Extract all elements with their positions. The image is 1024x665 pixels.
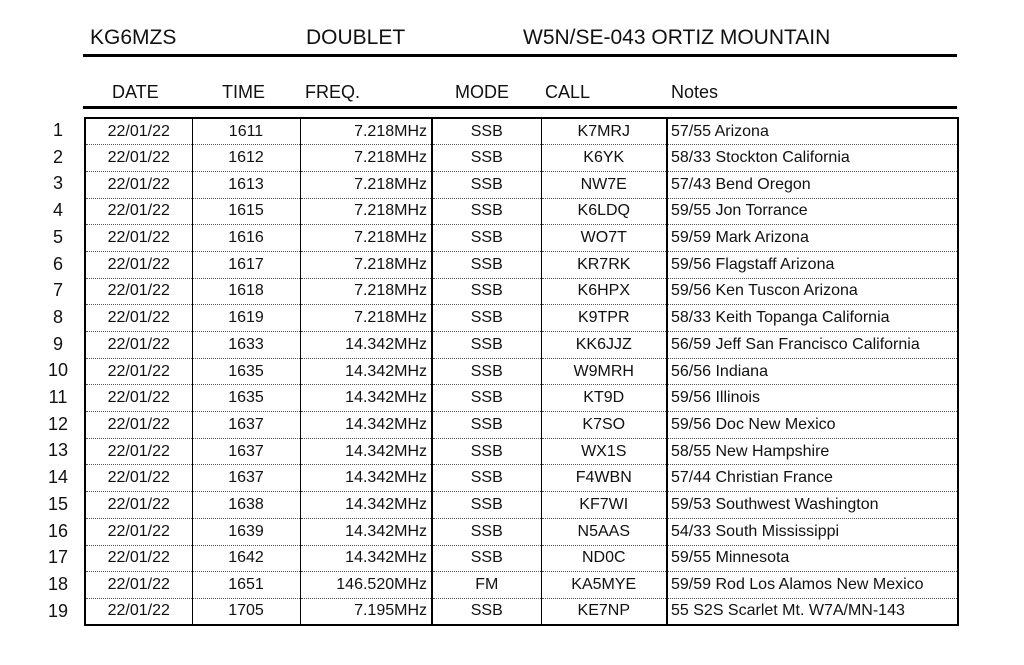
table-row (85, 412, 958, 439)
row-number: 7 (52, 280, 63, 301)
cell-date: 22/01/22 (85, 572, 192, 599)
row-number: 19 (47, 600, 69, 621)
table-row (85, 145, 958, 172)
row-number: 13 (47, 440, 69, 461)
column-header-freq: FREQ. (305, 82, 361, 102)
cell-time: 1635 (192, 358, 300, 385)
cell-notes: 56/56 Indiana (667, 358, 958, 385)
cell-mode: SSB (432, 145, 541, 172)
cell-call: F4WBN (541, 465, 667, 492)
cell-frequency: 7.218MHz (300, 171, 432, 198)
summit-reference: W5N/SE-043 ORTIZ MOUNTAIN (523, 26, 831, 49)
cell-date: 22/01/22 (85, 598, 192, 625)
cell-time: 1611 (192, 118, 300, 145)
column-header-notes: Notes (671, 82, 719, 102)
cell-frequency: 14.342MHz (300, 358, 432, 385)
cell-date: 22/01/22 (85, 251, 192, 278)
cell-time: 1617 (192, 251, 300, 278)
cell-date: 22/01/22 (85, 545, 192, 572)
table-row (85, 385, 958, 412)
cell-call: NW7E (541, 171, 667, 198)
cell-notes: 54/33 South Mississippi (667, 518, 958, 545)
row-number: 6 (52, 253, 63, 274)
cell-notes: 59/56 Illinois (667, 385, 958, 412)
cell-call: K7SO (541, 412, 667, 439)
cell-frequency: 7.218MHz (300, 225, 432, 252)
cell-frequency: 14.342MHz (300, 492, 432, 519)
cell-date: 22/01/22 (85, 492, 192, 519)
cell-notes: 57/55 Arizona (667, 118, 958, 145)
row-number: 9 (52, 333, 63, 354)
cell-call: K6HPX (541, 278, 667, 305)
row-number: 3 (52, 173, 63, 194)
cell-frequency: 14.342MHz (300, 412, 432, 439)
table-row (85, 251, 958, 278)
column-header-mode: MODE (455, 82, 509, 102)
table-row (85, 572, 958, 599)
cell-mode: SSB (432, 385, 541, 412)
cell-frequency: 14.342MHz (300, 438, 432, 465)
cell-mode: SSB (432, 332, 541, 359)
cell-frequency: 7.218MHz (300, 118, 432, 145)
cell-call: K7MRJ (541, 118, 667, 145)
cell-date: 22/01/22 (85, 278, 192, 305)
cell-mode: SSB (432, 358, 541, 385)
cell-call: KA5MYE (541, 572, 667, 599)
cell-notes: 59/53 Southwest Washington (667, 492, 958, 519)
cell-call: KT9D (541, 385, 667, 412)
cell-notes: 58/33 Stockton California (667, 145, 958, 172)
cell-date: 22/01/22 (85, 171, 192, 198)
cell-time: 1637 (192, 465, 300, 492)
cell-mode: SSB (432, 545, 541, 572)
cell-time: 1613 (192, 171, 300, 198)
header-divider (83, 54, 957, 57)
antenna-type: DOUBLET (306, 26, 406, 49)
cell-notes: 55 S2S Scarlet Mt. W7A/MN-143 (667, 598, 958, 625)
cell-frequency: 7.218MHz (300, 251, 432, 278)
cell-date: 22/01/22 (85, 412, 192, 439)
cell-mode: SSB (432, 598, 541, 625)
cell-notes: 56/59 Jeff San Francisco California (667, 332, 958, 359)
cell-notes: 59/56 Ken Tuscon Arizona (667, 278, 958, 305)
row-number: 14 (47, 467, 69, 488)
cell-frequency: 7.218MHz (300, 145, 432, 172)
cell-notes: 58/33 Keith Topanga California (667, 305, 958, 332)
table-row (85, 492, 958, 519)
cell-time: 1633 (192, 332, 300, 359)
cell-time: 1618 (192, 278, 300, 305)
cell-call: KF7WI (541, 492, 667, 519)
cell-mode: SSB (432, 118, 541, 145)
row-number: 18 (47, 573, 69, 594)
cell-notes: 58/55 New Hampshire (667, 438, 958, 465)
cell-call: WO7T (541, 225, 667, 252)
row-number: 8 (52, 306, 63, 327)
cell-frequency: 14.342MHz (300, 465, 432, 492)
cell-mode: SSB (432, 171, 541, 198)
cell-frequency: 14.342MHz (300, 545, 432, 572)
cell-time: 1637 (192, 438, 300, 465)
cell-notes: 57/44 Christian France (667, 465, 958, 492)
cell-mode: SSB (432, 225, 541, 252)
row-number: 16 (47, 520, 69, 541)
cell-date: 22/01/22 (85, 145, 192, 172)
row-number: 5 (52, 226, 63, 247)
row-number: 11 (48, 387, 68, 407)
cell-call: KK6JJZ (541, 332, 667, 359)
cell-mode: SSB (432, 492, 541, 519)
cell-date: 22/01/22 (85, 465, 192, 492)
cell-mode: SSB (432, 438, 541, 465)
table-row (85, 358, 958, 385)
cell-time: 1705 (192, 598, 300, 625)
column-header-time: TIME (222, 82, 265, 102)
cell-time: 1637 (192, 412, 300, 439)
cell-frequency: 14.342MHz (300, 385, 432, 412)
cell-call: K6YK (541, 145, 667, 172)
row-number: 1 (52, 120, 63, 140)
table-row (85, 278, 958, 305)
cell-frequency: 7.218MHz (300, 198, 432, 225)
cell-call: K6LDQ (541, 198, 667, 225)
cell-mode: FM (432, 572, 541, 599)
cell-time: 1638 (192, 492, 300, 519)
cell-time: 1642 (192, 545, 300, 572)
table-row (85, 545, 958, 572)
cell-call: N5AAS (541, 518, 667, 545)
table-row (85, 332, 958, 359)
table-row (85, 198, 958, 225)
cell-call: ND0C (541, 545, 667, 572)
cell-mode: SSB (432, 518, 541, 545)
table-row (85, 518, 958, 545)
qso-log-body (85, 118, 958, 625)
row-number: 17 (47, 547, 69, 568)
column-header-call: CALL (545, 82, 591, 102)
row-number: 15 (47, 493, 69, 514)
column-header-divider (83, 106, 957, 109)
cell-notes: 59/59 Rod Los Alamos New Mexico (667, 572, 958, 599)
cell-date: 22/01/22 (85, 198, 192, 225)
operator-callsign: KG6MZS (90, 26, 177, 49)
cell-mode: SSB (432, 198, 541, 225)
cell-date: 22/01/22 (85, 385, 192, 412)
cell-frequency: 7.218MHz (300, 278, 432, 305)
table-row (85, 465, 958, 492)
cell-call: W9MRH (541, 358, 667, 385)
cell-date: 22/01/22 (85, 438, 192, 465)
cell-date: 22/01/22 (85, 518, 192, 545)
row-number: 12 (47, 413, 69, 434)
cell-time: 1639 (192, 518, 300, 545)
cell-date: 22/01/22 (85, 358, 192, 385)
table-row (85, 225, 958, 252)
cell-notes: 59/55 Jon Torrance (667, 198, 958, 225)
qso-log-table (84, 117, 959, 626)
cell-frequency: 7.195MHz (300, 598, 432, 625)
cell-notes: 59/56 Doc New Mexico (667, 412, 958, 439)
row-number: 2 (52, 146, 63, 167)
cell-mode: SSB (432, 305, 541, 332)
row-number: 10 (47, 360, 69, 381)
cell-date: 22/01/22 (85, 225, 192, 252)
cell-frequency: 146.520MHz (300, 572, 432, 599)
cell-frequency: 7.218MHz (300, 305, 432, 332)
cell-call: KR7RK (541, 251, 667, 278)
table-row (85, 438, 958, 465)
table-row (85, 171, 958, 198)
cell-call: KE7NP (541, 598, 667, 625)
cell-notes: 57/43 Bend Oregon (667, 171, 958, 198)
cell-date: 22/01/22 (85, 305, 192, 332)
cell-time: 1612 (192, 145, 300, 172)
row-number: 4 (52, 200, 63, 221)
cell-time: 1619 (192, 305, 300, 332)
column-header-date: DATE (112, 82, 159, 102)
table-row (85, 305, 958, 332)
cell-notes: 59/59 Mark Arizona (667, 225, 958, 252)
cell-notes: 59/56 Flagstaff Arizona (667, 251, 958, 278)
cell-mode: SSB (432, 412, 541, 439)
cell-frequency: 14.342MHz (300, 332, 432, 359)
cell-time: 1615 (192, 198, 300, 225)
cell-time: 1635 (192, 385, 300, 412)
cell-call: K9TPR (541, 305, 667, 332)
table-row (85, 598, 958, 625)
cell-date: 22/01/22 (85, 332, 192, 359)
cell-notes: 59/55 Minnesota (667, 545, 958, 572)
cell-mode: SSB (432, 465, 541, 492)
cell-time: 1651 (192, 572, 300, 599)
cell-frequency: 14.342MHz (300, 518, 432, 545)
cell-date: 22/01/22 (85, 118, 192, 145)
cell-mode: SSB (432, 278, 541, 305)
cell-call: WX1S (541, 438, 667, 465)
table-row (85, 118, 958, 145)
cell-time: 1616 (192, 225, 300, 252)
cell-mode: SSB (432, 251, 541, 278)
